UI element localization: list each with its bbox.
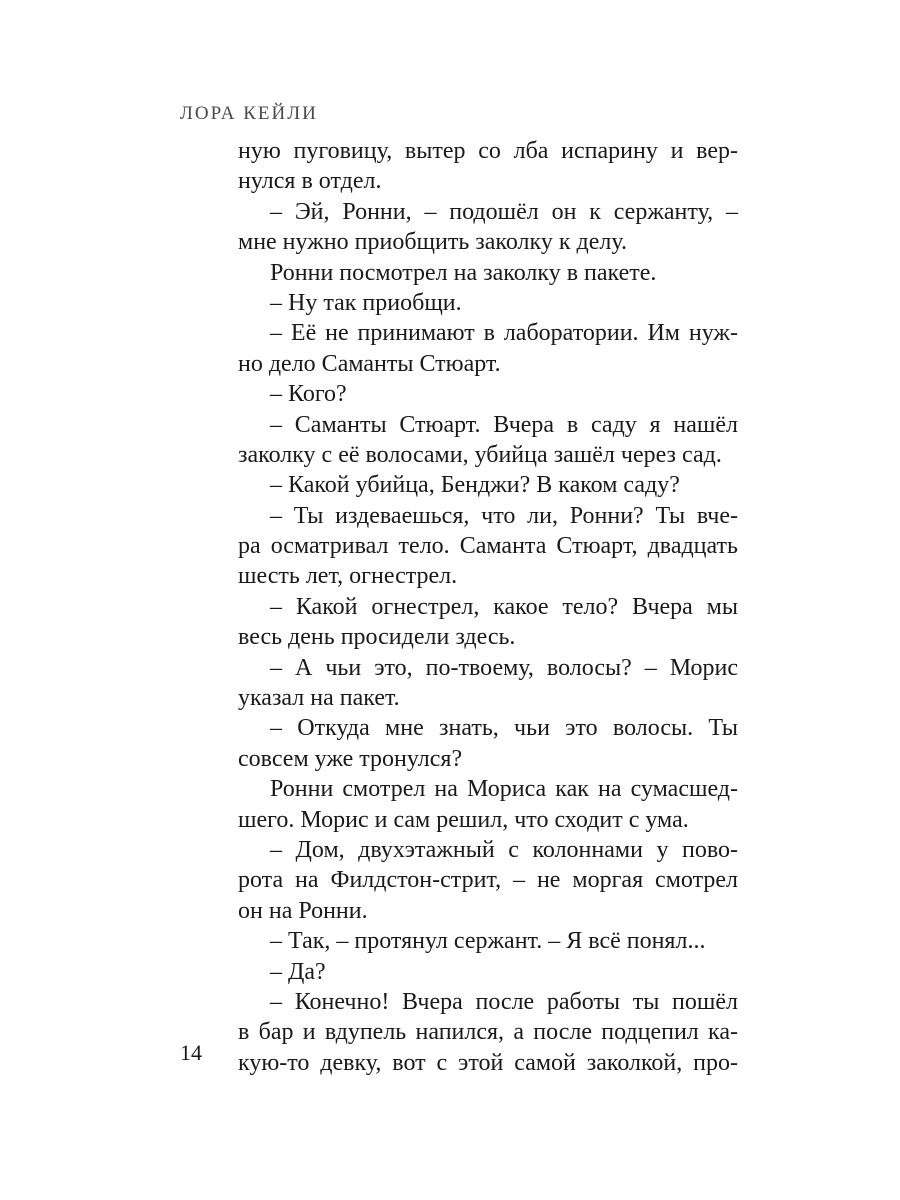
text-line: заколку с её волосами, убийца зашёл через сад. <box>238 441 722 468</box>
text-line: – Конечно! Вчера после работы ты пошёл <box>270 988 738 1015</box>
text-line: ра осматривал тело. Саманта Стюарт, двадцать <box>238 533 738 560</box>
text-line: указал на пакет. <box>238 685 400 712</box>
text-line: – Кого? <box>270 381 347 408</box>
text-line: кую-то девку, вот с этой самой заколкой, про- <box>238 1049 738 1076</box>
text-line: в бар и вдупель напился, а после подцепил ка- <box>238 1019 738 1046</box>
text-line: – А чьи это, по-твоему, волосы? – Морис <box>270 654 738 681</box>
text-line: – Так, – протянул сержант. – Я всё понял... <box>270 928 706 955</box>
text-line: Ронни смотрел на Мориса как на сумасшед- <box>270 776 738 803</box>
text-line: ную пуговицу, вытер со лба испарину и вер- <box>238 138 738 164</box>
body-text <box>238 136 738 1078</box>
text-line: нулся в отдел. <box>238 168 382 195</box>
text-line: мне нужно приобщить заколку к делу. <box>238 229 627 256</box>
text-line: шесть лет, огнестрел. <box>238 563 458 590</box>
text-line: Ронни посмотрел на заколку в пакете. <box>270 259 657 286</box>
text-line: – Саманты Стюарт. Вчера в саду я нашёл <box>270 411 738 438</box>
text-line: – Дом, двухэтажный с колоннами у пово- <box>270 836 738 863</box>
text-line: весь день просидели здесь. <box>238 624 516 651</box>
text-line: – Какой убийца, Бенджи? В каком саду? <box>270 472 680 499</box>
text-line: – Ну так приобщи. <box>270 289 462 316</box>
page-number: 14 <box>180 1040 202 1065</box>
text-line: шего. Морис и сам решил, что сходит с ума. <box>238 806 689 833</box>
text-line: но дело Саманты Стюарт. <box>238 350 501 377</box>
text-line: – Эй, Ронни, – подошёл он к сержанту, – <box>270 198 738 225</box>
text-line: он на Ронни. <box>238 897 368 924</box>
text-line: – Откуда мне знать, чьи это волосы. Ты <box>270 715 738 742</box>
text-line: – Какой огнестрел, какое тело? Вчера мы <box>270 593 738 620</box>
text-line: – Её не принимают в лаборатории. Им нуж- <box>270 320 738 347</box>
text-line: – Ты издеваешься, что ли, Ронни? Ты вче- <box>270 502 738 529</box>
running-head-author: ЛОРА КЕЙЛИ <box>180 103 318 124</box>
text-line: совсем уже тронулся? <box>238 745 463 772</box>
text-line: рота на Филдстон-стрит, – не моргая смотрел <box>238 867 738 894</box>
text-line: – Да? <box>270 958 326 985</box>
